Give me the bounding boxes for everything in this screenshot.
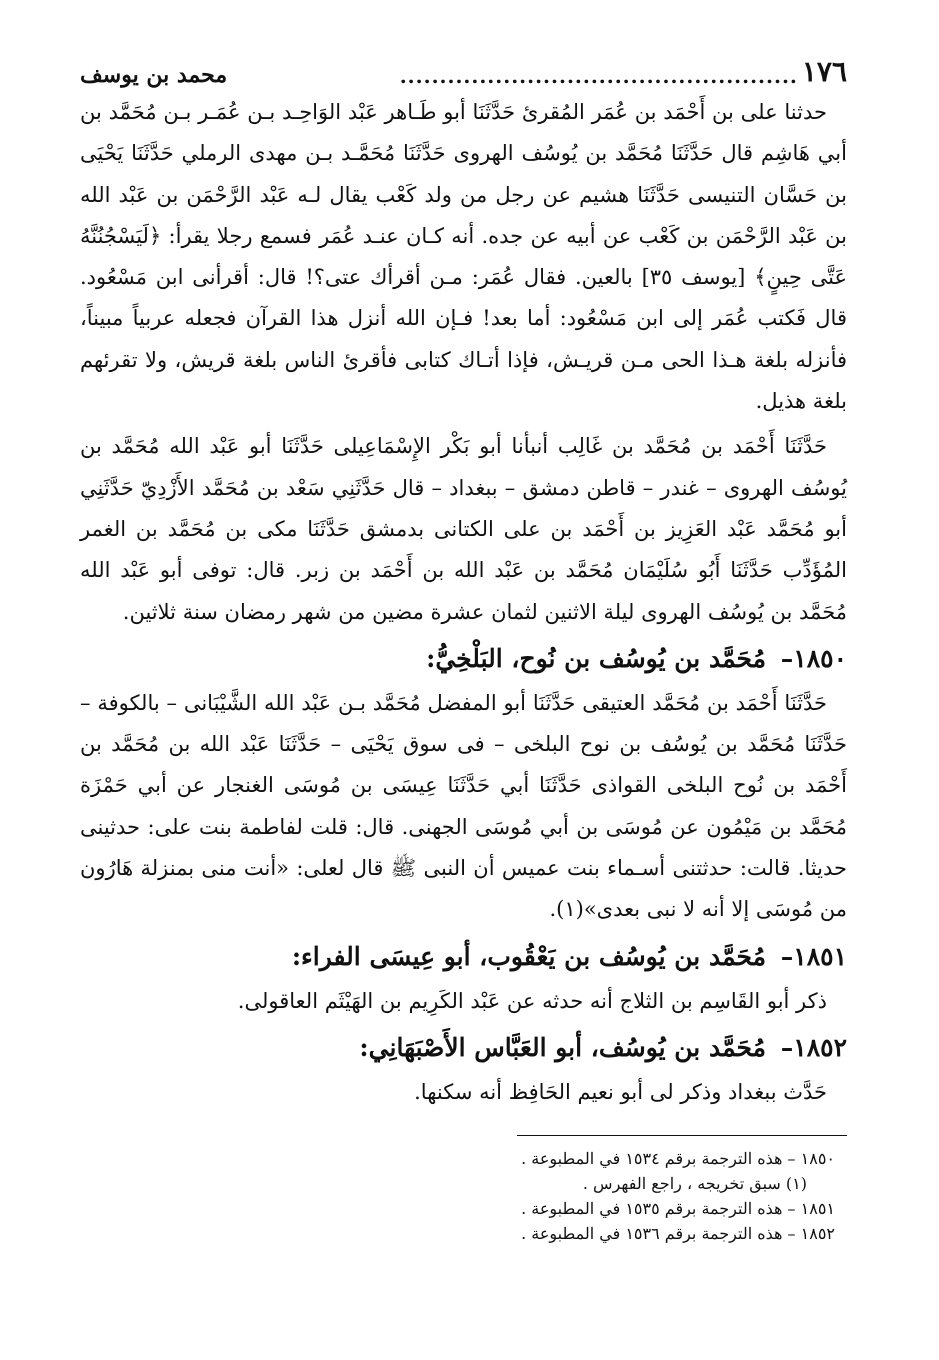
footnote-1852: ١٨٥٢ – هذه الترجمة برقم ١٥٣٦ في المطبوعة . [521, 1224, 835, 1244]
footnote-1850: ١٨٥٠ – هذه الترجمة برقم ١٥٣٤ في المطبوعة . [521, 1149, 835, 1169]
entry-number: ١٨٥١– [780, 941, 847, 971]
entry-title: مُحَمَّد بن يُوسُف بن نُوح، البَلْخِيُّ: [426, 643, 767, 673]
footnote-divider [517, 1135, 847, 1136]
paragraph-narration-1: حدثنا على بن أَحْمَد بن عُمَر المُقرئ حَدَّثَنَا أبو طَـاهر عَبْد الوَاحِـد بـن عُمَـر بـن مُحَمَّد بن أبي هَاشِم قال حَدَّثَنَا مُحَمَّد بن يُوسُف الهروى حَدَّثَنَا مُحَمَّـد بـن مهدى الرملي حَدَّثَنَا يَحْيَى بن حَسَّان التنيسى حَدَّثَنَا هشيم عن رجل من ولد كَعْب يقال لـه عَبْد الرَّحْمَن بن عَبْد الله بن عَبْد الرَّحْمَن بن كَعْب عن أبيه عن جده. أنه كـان عنـد عُمَر فسمع رجلا يقرأ: ﴿لَيَسْجُنُنَّهُ عَتَّى حِينٍ﴾ [يوسف ٣٥] بالعين. فقال عُمَر: مـن أقرأك عتى؟! قال: أقرأنى ابن مَسْعُود. قال فَكتب عُمَر إلى ابن مَسْعُود: أما بعد! فـإن الله أنزل هذا القرآن فجعله عربياً مبيناً، فأنزله بلغة هـذا الحى مـن قريـش، فإذا أتـاك كتابى فأقرئ الناس بلغة قريش، ولا تقرئهم بلغة هذيل. [80, 100, 847, 414]
running-title: محمد بن يوسف [80, 62, 228, 88]
header-leader-dots: .................................................. [399, 66, 798, 86]
entry-title: مُحَمَّد بن يُوسُف، أبو العَبَّاس الأَصْبَهَانِي: [359, 1032, 767, 1062]
entry-heading-1852 [80, 1026, 847, 1070]
entry-text-1851: ذكر أبو القَاسِم بن الثلاج أنه حدثه عن عَبْد الكَرِيم بن الهَيْثَم العاقولى. [237, 988, 827, 1013]
page-header [80, 46, 847, 86]
entry-text-1852: حَدَّث ببغداد وذكر لى أبو نعيم الحَافِظ أنه سكنها. [414, 1079, 827, 1104]
page-body [80, 92, 847, 1113]
footnote-1: (١) سبق تخريجه ، راجع الفهرس . [582, 1174, 807, 1194]
entry-number: ١٨٥٠– [780, 643, 847, 673]
paragraph-narration-2: حَدَّثَنَا أَحْمَد بن مُحَمَّد بن غَالِب أنبأنا أبو بَكْر الإِسْمَاعِيلى حَدَّثَنَا أبو عَبْد الله مُحَمَّد بن يُوسُف الهروى – غندر – قاطن دمشق – ببغداد – قال حَدَّثَنِي سَعْد بن مُحَمَّد الأَزْدِيّ حَدَّثَنِي أبو مُحَمَّد عَبْد العَزِيز بن أَحْمَد بن على الكتانى بدمشق حَدَّثَنَا مكى بن مُحَمَّد بن الغمر المُؤَدِّب حَدَّثَنَا أَبُو سُلَيْمَان مُحَمَّد بن عَبْد الله بن أَحْمَد بن زبر. قال: توفى أبو عَبْد الله مُحَمَّد بن يُوسُف الهروى ليلة الاثنين لثمان عشرة مضين من شهر رمضان سنة ثلاثين. [80, 434, 847, 624]
entry-heading-1850 [80, 637, 847, 681]
entry-text-1850: حَدَّثَنَا أَحْمَد بن مُحَمَّد العتيقى حَدَّثَنَا أبو المفضل مُحَمَّد بـن عَبْد الله الشَّيْبَانى – بالكوفة – حَدَّثَنَا مُحَمَّد بن يُوسُف بن نوح البلخى – فى سوق يَحْيَى – حَدَّثَنَا عَبْد الله بن مُحَمَّد بن أَحْمَد بن نُوح البلخى القواذى حَدَّثَنَا أبي حَدَّثَنَا عِيسَى بن مُوسَى الغنجار عن أبي حَمْزَة مُحَمَّد بن مَيْمُون عن مُوسَى بن أبي مُوسَى الجهنى. قال: قلت لفاطمة بنت على: حدثينى حديثا. قالت: حدثتنى أسـماء بنت عميس أن النبى ﷺ قال لعلى: «أنت منى بمنزلة هَارُون من مُوسَى إلا أنه لا نبى بعدى»(١). [80, 690, 847, 922]
entry-heading-1851 [80, 935, 847, 979]
page-number: ١٧٦ [801, 55, 847, 88]
entry-number: ١٨٥٢– [780, 1032, 847, 1062]
entry-title: مُحَمَّد بن يُوسُف بن يَعْقُوب، أبو عِيسَى الفراء: [291, 941, 767, 971]
footnote-1851: ١٨٥١ – هذه الترجمة برقم ١٥٣٥ في المطبوعة . [521, 1199, 835, 1219]
footnotes [80, 1146, 847, 1246]
